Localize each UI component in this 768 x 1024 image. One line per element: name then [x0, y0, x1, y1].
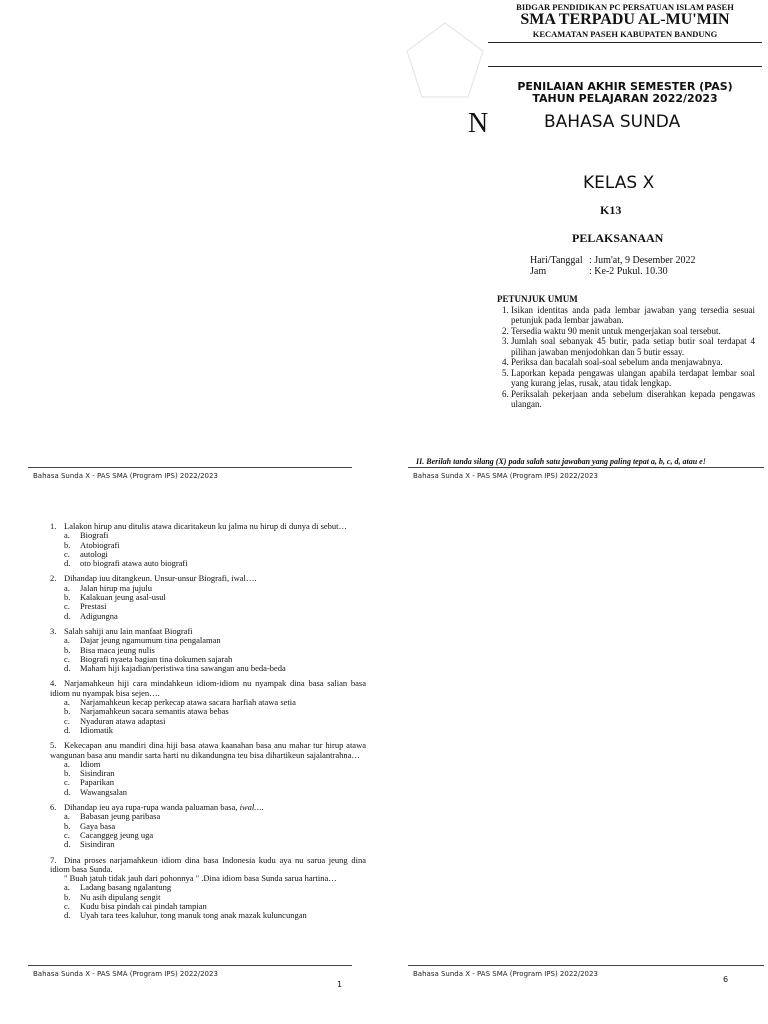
- option-letter: c.: [64, 653, 70, 664]
- option-text: Biografi: [80, 530, 109, 541]
- exam-subject: BAHASA SUNDA: [544, 112, 681, 132]
- option-letter: d.: [64, 910, 71, 921]
- header-rule: [488, 42, 762, 43]
- option-letter: d.: [64, 724, 71, 735]
- option-letter: b.: [64, 891, 71, 902]
- question-text: Dina proses narjamahkeun idiom dina basa Indonesia kudu aya nu sarua jeung dina idiom basa Sunda.: [50, 854, 366, 874]
- question-stem: [50, 679, 366, 698]
- page-number-left: 1: [337, 980, 343, 989]
- question-number: 2.: [50, 573, 57, 584]
- option-letter: a.: [64, 635, 70, 646]
- option-letter: a.: [64, 697, 70, 708]
- schedule-label: Jam: [530, 266, 547, 277]
- option-text: Jalan hirup ma jujulu: [80, 582, 153, 593]
- option: [50, 726, 366, 735]
- option-letter: b.: [64, 768, 71, 779]
- option-text: Nu asih dipulang sengit: [80, 891, 161, 902]
- instruction-item: 2. Tersedia waktu 90 menit untuk mengerjakan soal tersebut.: [511, 326, 755, 337]
- option-letter: b.: [64, 706, 71, 717]
- instruction-item: 4. Periksa dan bacalah soal-soal sebelum anda menjawabnya.: [511, 357, 755, 368]
- question-number: 1.: [50, 521, 57, 531]
- instructions-list: [497, 305, 755, 410]
- option-text: Adigungna: [80, 610, 118, 621]
- bottom-rule-right: [408, 965, 764, 966]
- option-letter: a.: [64, 582, 70, 593]
- option: [50, 788, 366, 797]
- schedule-value: : Ke-2 Pukul. 10.30: [589, 266, 668, 277]
- header-rule-2: [488, 66, 762, 67]
- question: [50, 803, 366, 849]
- pelaksanaan-heading: PELAKSANAAN: [572, 231, 664, 245]
- option-letter: d.: [64, 558, 71, 569]
- option-text: Kudu bisa pindah cai pindah tampian: [80, 900, 207, 911]
- option-letter: d.: [64, 839, 71, 850]
- option-text: Uyah tara tees kaluhur, tong manuk tong anak mazak kuluncungan: [80, 910, 307, 921]
- question: [50, 679, 366, 735]
- exam-curriculum: K13: [600, 203, 622, 217]
- option-letter: a.: [64, 758, 70, 769]
- option-text: Bisa maca jeung nulis: [80, 644, 155, 655]
- option-text: Sisindiran: [80, 768, 115, 779]
- instructions-heading: PETUNJUK UMUM: [497, 294, 578, 304]
- option-text: Prestasi: [80, 601, 107, 612]
- question: [50, 741, 366, 797]
- bottom-footer-right: Bahasa Sunda X - PAS SMA (Program IPS) 2022/2023: [413, 970, 598, 978]
- instruction-item: 5. Laporkan kepada pengawas ulangan apabila terdapat lembar soal yang kurang jelas, rusak, atau tidak lengkap.: [511, 368, 755, 389]
- option-letter: b.: [64, 644, 71, 655]
- option-text: Atobiografi: [80, 539, 120, 550]
- question-text: Narjamahkeun hiji cara mindahkeun idiom-idiom nu nyampak dina basa salian basa idiom nu nyampak bisa sejen….: [50, 678, 366, 698]
- option-letter: c.: [64, 548, 70, 559]
- letter-mark: N: [468, 108, 489, 139]
- bottom-footer-left: Bahasa Sunda X - PAS SMA (Program IPS) 2022/2023: [33, 970, 218, 978]
- footer-rule-right: [408, 467, 764, 468]
- question-text-italic: iwal….: [237, 802, 264, 813]
- option-text: Narjamahkeun sacara semantis atawa bebas: [80, 706, 229, 717]
- option-letter: c.: [64, 601, 70, 612]
- option-letter: c.: [64, 715, 70, 726]
- option-text: Cacanggeg jeung uga: [80, 829, 154, 840]
- option-text: Narjamahkeun kecap perkecap atawa sacara harfiah atawa setia: [80, 697, 296, 708]
- question-number: 5.: [50, 740, 57, 751]
- instruction-item: 3. Jumlah soal sebanyak 45 butir, pada setiap butir soal terdapat 4 pilihan jawaban menjodohkan dan 5 butir essay.: [511, 336, 755, 357]
- option-letter: b.: [64, 539, 71, 550]
- question-text: Salah sahiji anu lain manfaat Biografi: [64, 625, 193, 636]
- question-number: 3.: [50, 625, 57, 636]
- option-text: Babasan jeung paribasa: [80, 811, 161, 822]
- instructions: [497, 294, 755, 410]
- option-letter: d.: [64, 663, 71, 674]
- header-district: KECAMATAN PASEH KABUPATEN BANDUNG: [532, 29, 718, 39]
- section-two-instruction: II. Berilah tanda silang (X) pada salah satu jawaban yang paling tepat a, b, c, d, atau e!: [416, 457, 706, 466]
- question-text: Dihandap iuu ditangkeun. Unsur-unsur Biografi, iwal….: [64, 573, 257, 584]
- question: [50, 522, 366, 568]
- option-text: Biografi nyaeta bagian tina dokumen sajarah: [80, 653, 233, 664]
- option-letter: c.: [64, 777, 70, 788]
- schedule-row: [530, 255, 696, 266]
- option-letter: a.: [64, 882, 70, 893]
- option-text: Maham hiji kajadian/peristiwa tina sawangan anu beda-beda: [80, 663, 286, 674]
- option-text: Paparikan: [80, 777, 114, 788]
- schedule-value: : Jum'at, 9 Desember 2022: [589, 255, 696, 266]
- option-text: Idiom: [80, 758, 101, 769]
- option-text: Dajar jeung ngamumum tina pengalaman: [80, 635, 221, 646]
- option-text: Wawangsalan: [80, 786, 127, 797]
- schedule-label: Hari/Tanggal: [530, 255, 583, 266]
- exam-year: TAHUN PELAJARAN 2022/2023: [532, 92, 718, 105]
- exam-class: KELAS X: [583, 173, 655, 193]
- option-letter: b.: [64, 820, 71, 831]
- option: [50, 664, 366, 673]
- question-text: Lalakon hirup anu ditulis atawa dicaritakeun ku jalma nu hirup di dunya di sebut…: [64, 521, 348, 531]
- footer-rule-left: [28, 467, 352, 468]
- option: [50, 612, 366, 621]
- option: [50, 911, 366, 920]
- option-letter: d.: [64, 610, 71, 621]
- questions-list: [50, 522, 366, 927]
- page-number-right: 6: [723, 975, 729, 984]
- option: [50, 840, 366, 849]
- schedule: [530, 255, 696, 277]
- question: [50, 574, 366, 620]
- option: [50, 559, 366, 568]
- option-letter: b.: [64, 592, 71, 603]
- option-text: oto biografi atawa auto biografi: [80, 558, 188, 569]
- header-org: BIDGAR PENDIDIKAN PC PERSATUAN ISLAM PASEH: [516, 2, 734, 12]
- option-text: autologi: [80, 548, 108, 559]
- schedule-row: [530, 266, 696, 277]
- school-logo: [404, 20, 486, 102]
- instruction-item: 6. Periksalah pekerjaan anda sebelum diserahkan kepada pengawas ulangan.: [511, 389, 755, 410]
- option-letter: c.: [64, 829, 70, 840]
- header-school: SMA TERPADU AL-MU'MIN: [520, 11, 730, 28]
- option-letter: a.: [64, 530, 70, 541]
- option-text: Gaya basa: [80, 820, 116, 831]
- option-letter: a.: [64, 811, 70, 822]
- option-text: Idiomatik: [80, 724, 114, 735]
- question-number: 7.: [50, 854, 57, 865]
- question-stem: [50, 856, 366, 875]
- question-stem: [50, 741, 366, 760]
- footer-left: Bahasa Sunda X - PAS SMA (Program IPS) 2022/2023: [33, 472, 218, 480]
- question-text: Kekecapan anu mandiri dina hiji basa atawa kaanahan basa anu mahar tur hirup atawa wangunan basa anu mandir sarta harti nu dikandungna teu bisa dihartikeun sajalantrahna…: [50, 740, 366, 760]
- question-quote: " Buah jatuh tidak jauh dari pohonnya " .Dina idiom basa Sunda sarua hartina…: [64, 873, 337, 884]
- question-text: Dihandap ieu aya rupa-rupa wanda paluaman basa,: [64, 802, 238, 813]
- question-number: 6.: [50, 802, 57, 813]
- bottom-rule-left: [28, 965, 352, 966]
- option-text: Ladang basang ngalantung: [80, 882, 172, 893]
- option-text: Nyaduran atawa adaptasi: [80, 715, 166, 726]
- instruction-item: 1. Isikan identitas anda pada lembar jawaban yang tersedia sesuai petunjuk pada lembar jawaban.: [511, 305, 755, 326]
- question-number: 4.: [50, 678, 57, 689]
- footer-right: Bahasa Sunda X - PAS SMA (Program IPS) 2022/2023: [413, 472, 598, 480]
- question: [50, 627, 366, 673]
- exam-title: PENILAIAN AKHIR SEMESTER (PAS): [517, 80, 733, 93]
- option-text: Kalakuan jeung asal-usul: [80, 592, 166, 603]
- question: [50, 856, 366, 921]
- option-text: Sisindiran: [80, 839, 115, 850]
- option-letter: d.: [64, 786, 71, 797]
- option-letter: c.: [64, 900, 70, 911]
